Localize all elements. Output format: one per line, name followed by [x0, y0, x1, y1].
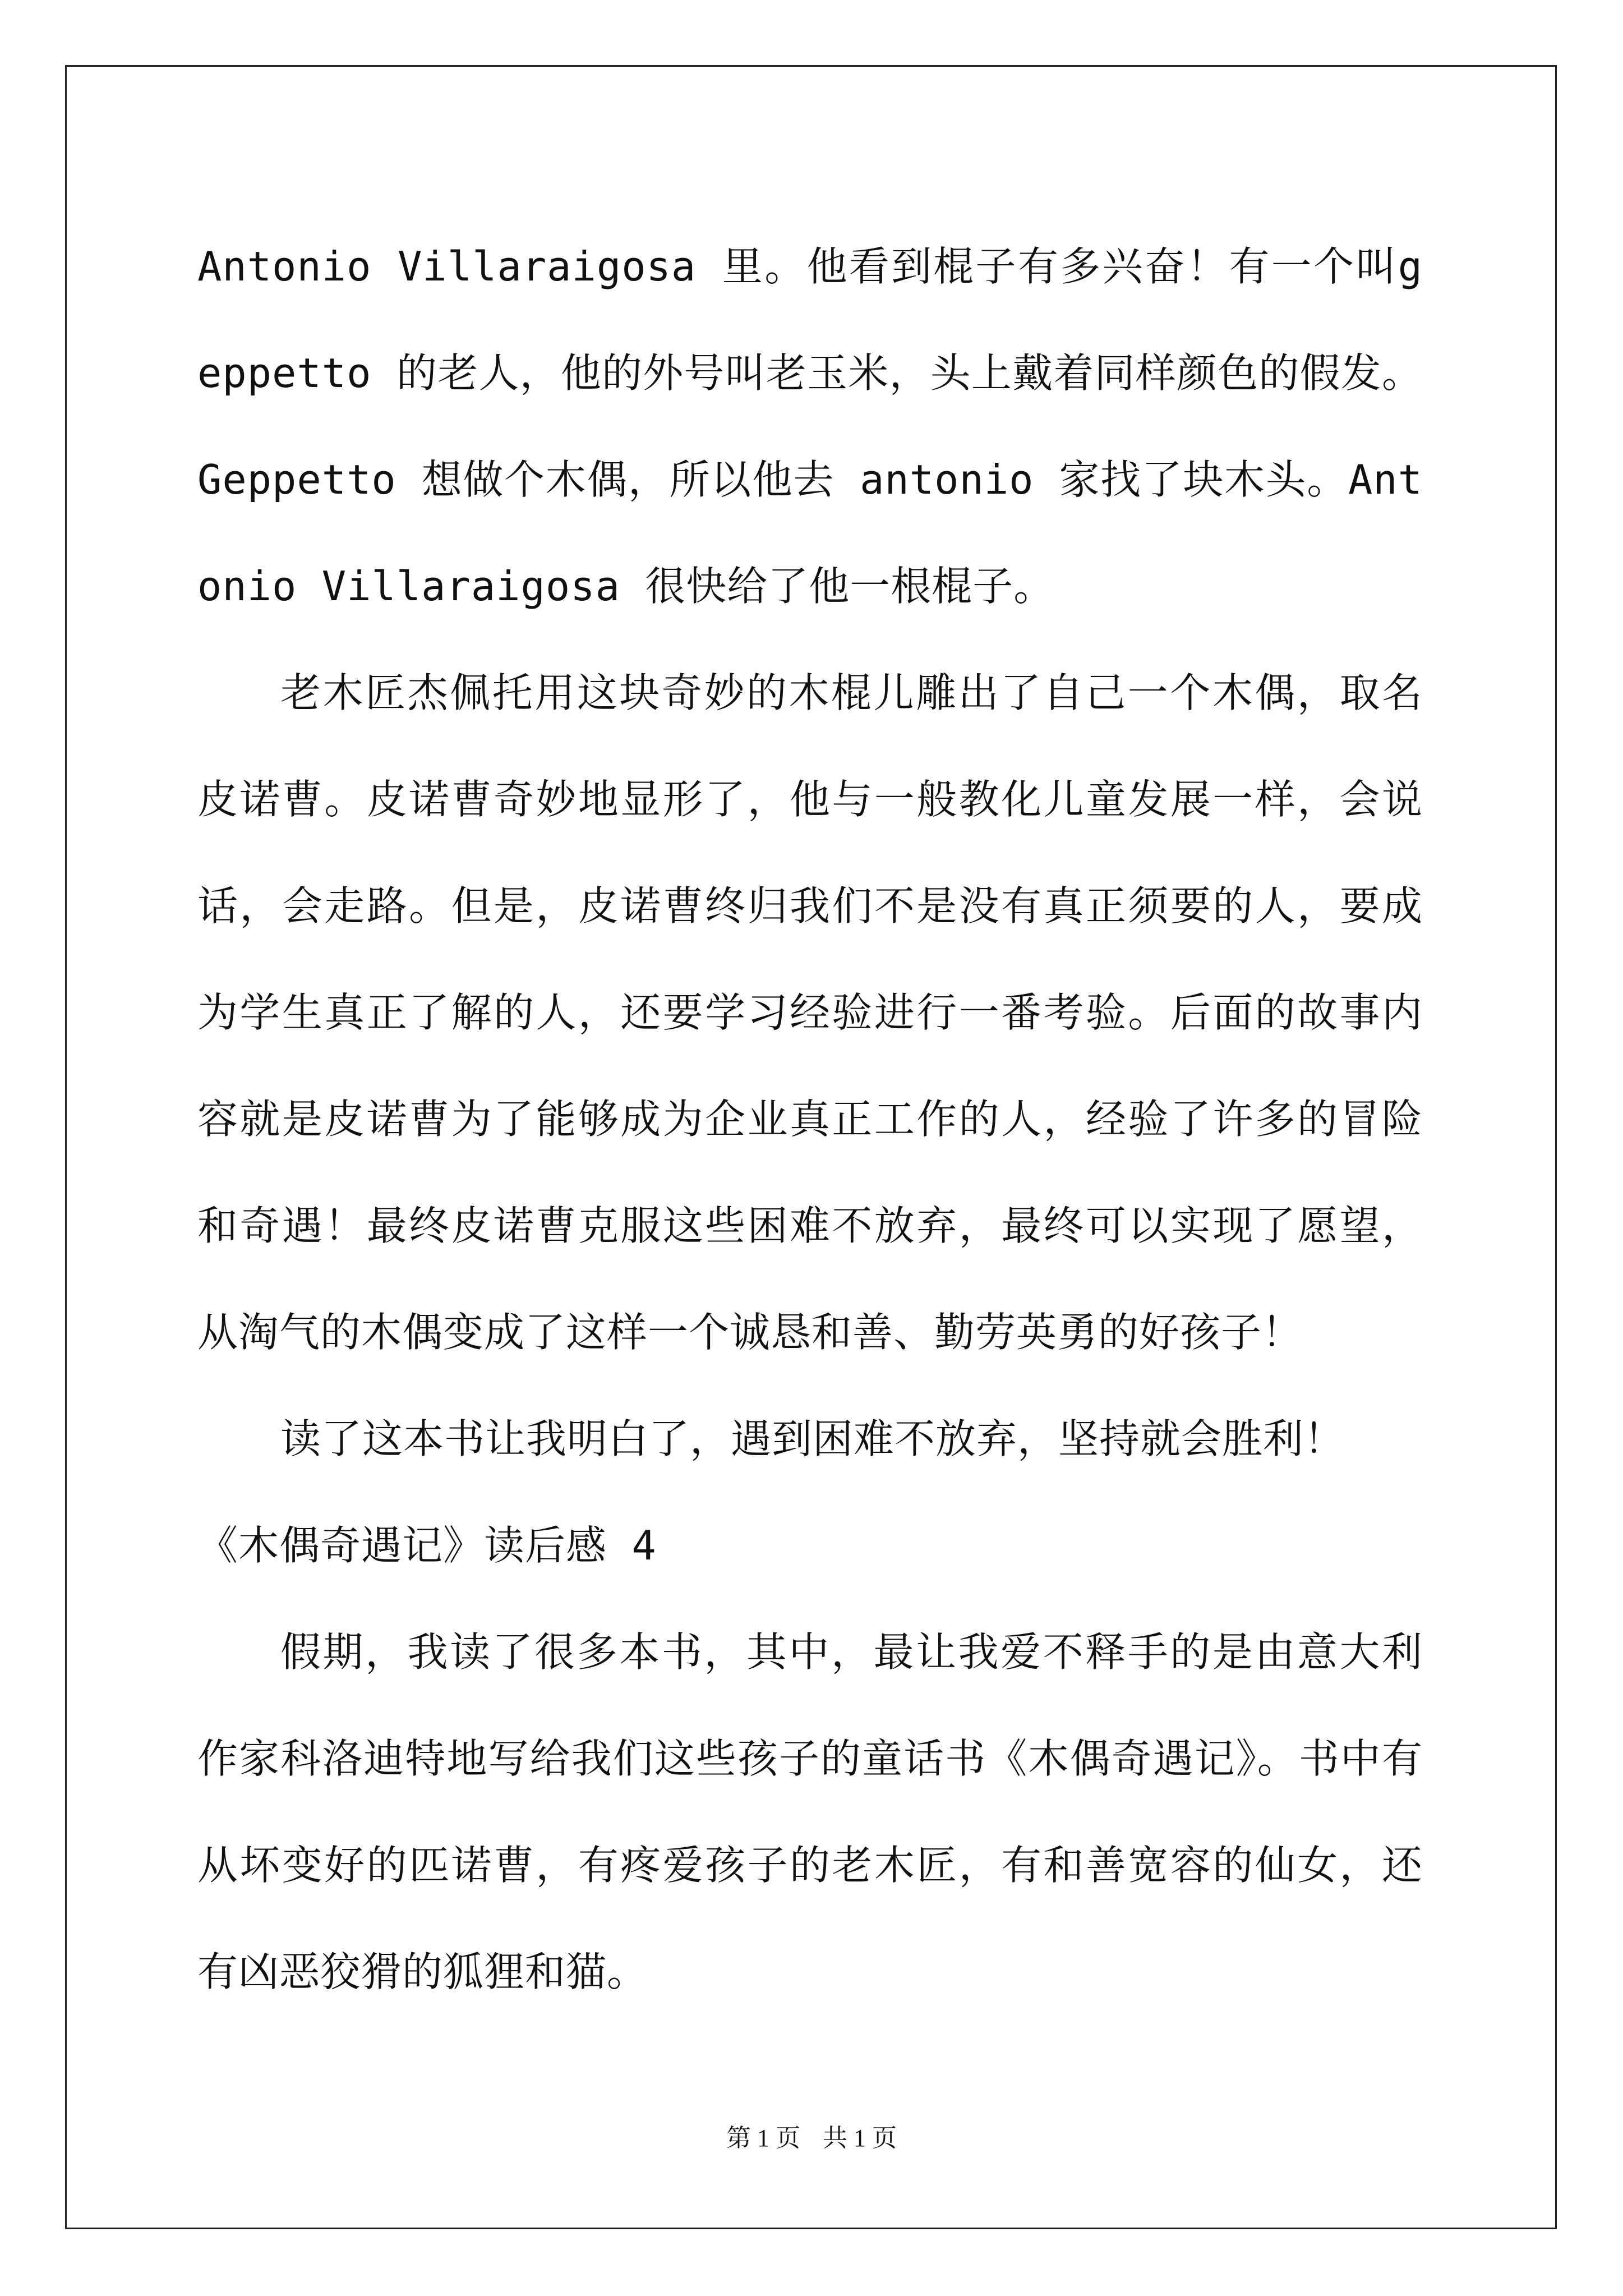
- paragraph-4: 假期，我读了很多本书，其中，最让我爱不释手的是由意大利作家科洛迪特地写给我们这些孩子的童话书《木偶奇遇记》。书中有从坏变好的匹诺曹，有疼爱孩子的老木匠，有和善宽容的仙女，还有凶恶狡猾的狐狸和猫。: [197, 1628, 1423, 1995]
- page-number: 第 1 页: [726, 2124, 800, 2152]
- paragraph-1: Antonio Villaraigosa 里。他看到棍子有多兴奋！有一个叫geppetto 的老人，他的外号叫老玉米，头上戴着同样颜色的假发。Geppetto 想做个木偶，所以他去 antonio 家找了块木头。Antonio Villaraigosa 很快给了他一根棍子。: [197, 243, 1423, 610]
- page-footer: [0, 2122, 1623, 2155]
- document-body: [197, 213, 1423, 2025]
- paragraph-2: 老木匠杰佩托用这块奇妙的木棍儿雕出了自己一个木偶，取名皮诺曹。皮诺曹奇妙地显形了，他与一般教化儿童发展一样，会说话，会走路。但是，皮诺曹终归我们不是没有真正须要的人，要成为学生真正了解的人，还要学习经验进行一番考验。后面的故事内容就是皮诺曹为了能够成为企业真正工作的人，经验了许多的冒险和奇遇！最终皮诺曹克服这些困难不放弃，最终可以实现了愿望，从淘气的木偶变成了这样一个诚恳和善、勤劳英勇的好孩子！: [197, 669, 1423, 1356]
- section-heading: 《木偶奇遇记》读后感 4: [197, 1522, 657, 1569]
- page-total: 共 1 页: [823, 2124, 897, 2152]
- paragraph-3: 读了这本书让我明白了，遇到困难不放弃，坚持就会胜利！: [280, 1415, 1345, 1462]
